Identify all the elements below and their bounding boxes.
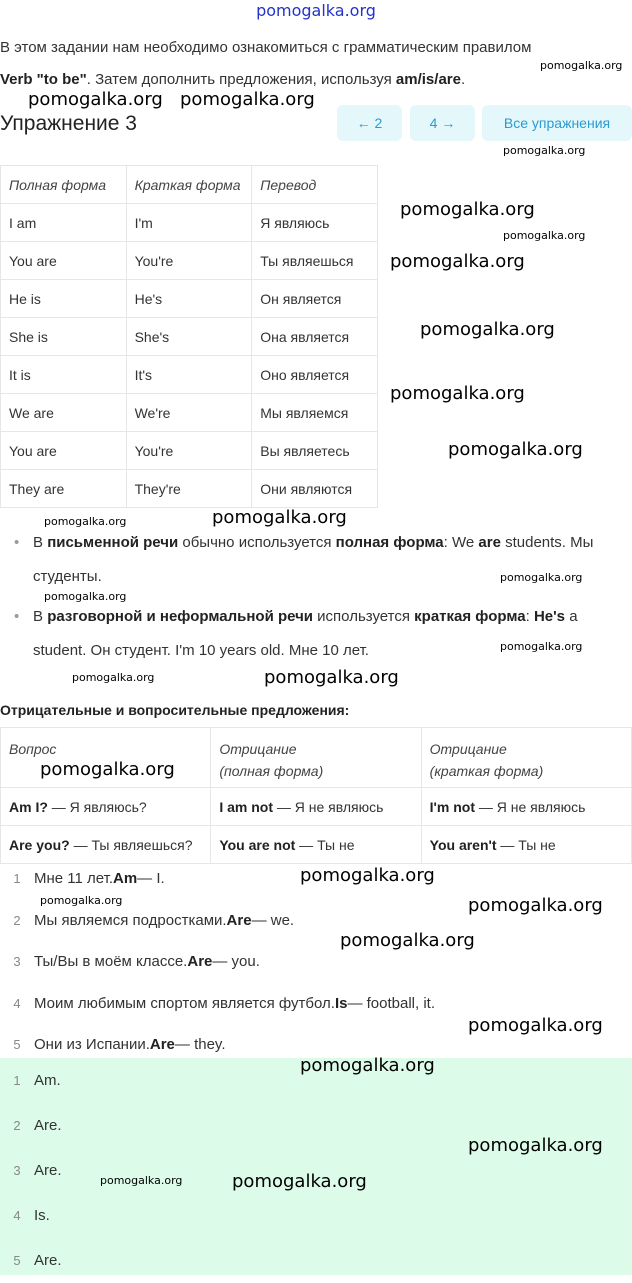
table-cell: He's [126,280,252,318]
table-cell: Она является [252,318,378,356]
watermark: pomogalka.org [72,671,155,684]
table-cell: You are [1,432,127,470]
watermark: pomogalka.org [232,1171,367,1192]
table-header: Вопрос [1,728,211,788]
watermark: pomogalka.org [264,667,399,688]
exercise-item: 1 Мне 11 лет. Am — I. [0,858,632,900]
watermark: pomogalka.org [40,894,123,907]
list-item: • В письменной речи обычно используется полная форма: We are students. Мы студенты. [0,526,632,594]
watermark: pomogalka.org [500,571,583,584]
table-cell: They're [126,470,252,508]
table-row [1,356,378,394]
watermark: pomogalka.org [300,1055,435,1076]
item-number: 2 [13,1118,21,1133]
item-number: 4 [13,995,21,1011]
watermark: pomogalka.org [44,590,127,603]
watermark: pomogalka.org [390,383,525,404]
answer-item: 3 Are. [0,1148,632,1193]
table-header: Отрицание (краткая форма) [421,728,631,788]
table-row [1,394,378,432]
exercise-item: 4 Моим любимым спортом является футбол. Is — football, it. [0,983,632,1025]
table-cell: We are [1,394,127,432]
table-cell: They are [1,470,127,508]
item-number: 5 [13,1253,21,1268]
table-row [1,318,378,356]
section-heading: Отрицательные и вопросительные предложения: [0,702,350,718]
table-header: Полная форма [1,166,127,204]
intro-line2: . Затем дополнить предложения, используя [86,71,396,88]
table-cell: He is [1,280,127,318]
table-cell: Он является [252,280,378,318]
answers-list [0,1055,632,1275]
exercise-item: 5 Они из Испании. Are — they. [0,1024,632,1066]
table-header: Отрицание (полная форма) [211,728,421,788]
table-cell: I'm [126,204,252,242]
exercise-item: 2 Мы являемся подростками. Are — we. [0,900,632,942]
item-number: 3 [13,1163,21,1178]
watermark: pomogalka.org [300,865,435,886]
watermark: pomogalka.org [40,759,175,780]
watermark: pomogalka.org [400,199,535,220]
watermark: pomogalka.org [100,1174,183,1187]
watermark: pomogalka.org [448,439,583,460]
table-cell: You're [126,432,252,470]
table-cell: Вы являетесь [252,432,378,470]
intro-text [0,32,632,96]
item-number: 5 [13,1037,21,1053]
watermark: pomogalka.org [468,895,603,916]
table-row [1,204,378,242]
table-header: Перевод [252,166,378,204]
table-cell: Are you? — Ты являешься? [1,826,211,864]
item-number: 2 [13,912,21,928]
table-row [1,470,378,508]
table-header-row [1,166,378,204]
table-header: Краткая форма [126,166,252,204]
watermark: pomogalka.org [420,319,555,340]
intro-end: . [460,71,466,88]
table-row [1,280,378,318]
table-cell: You aren't — Ты не [421,826,631,864]
intro-line1: В этом задании нам необходимо ознакомиться с грамматическим правилом [0,39,532,56]
table-cell: Am I? — Я являюсь? [1,788,211,826]
all-exercises-button[interactable]: Все упражнения [482,105,632,141]
watermark: pomogalka.org [180,89,315,110]
watermark: pomogalka.org [44,515,127,528]
table-cell: Оно является [252,356,378,394]
watermark-top: pomogalka.org [256,1,376,20]
table-cell: Они являются [252,470,378,508]
table-cell: She's [126,318,252,356]
exercise-item: 3 Ты/Вы в моём классе. Are — you. [0,941,632,983]
negatives-table [0,727,632,864]
page-title: Упражнение 3 [0,112,137,135]
intro-bold1: Verb "to be" [0,71,87,88]
table-cell: You are [1,242,127,280]
watermark: pomogalka.org [340,930,475,951]
answer-item: 5 Are. [0,1238,632,1283]
table-cell: Я являюсь [252,204,378,242]
table-cell: I am [1,204,127,242]
watermark: pomogalka.org [212,507,347,528]
answer-item: 1 Am. [0,1058,632,1103]
watermark: pomogalka.org [540,59,623,72]
table-cell: I am not — Я не являюсь [211,788,421,826]
item-number: 4 [13,1208,21,1223]
table-cell: It is [1,356,127,394]
table-cell: It's [126,356,252,394]
table-cell: Мы являемся [252,394,378,432]
watermark: pomogalka.org [468,1015,603,1036]
table-cell: We're [126,394,252,432]
item-number: 1 [13,871,21,887]
list-item: • В разговорной и неформальной речи используется краткая форма: He's a student. Он студент. I'm 10 years old. Мне 10 лет. [0,600,632,668]
table-cell: You are not — Ты не [211,826,421,864]
table-row [1,242,378,280]
table-cell: Ты являешься [252,242,378,280]
watermark: pomogalka.org [28,89,163,110]
table-cell: You're [126,242,252,280]
table-row [1,788,632,826]
table-cell: I'm not — Я не являюсь [421,788,631,826]
answer-item: 2 Are. [0,1103,632,1148]
watermark: pomogalka.org [500,640,583,653]
watermark: pomogalka.org [390,251,525,272]
table-row [1,432,378,470]
prev-exercise-button[interactable]: ← 2 [337,105,402,141]
watermark: pomogalka.org [503,144,586,157]
watermark: pomogalka.org [503,229,586,242]
next-exercise-button[interactable]: 4 → [410,105,475,141]
intro-bold2: am/is/are [395,71,461,88]
forms-table [0,165,378,508]
answer-item: 4 Is. [0,1193,632,1238]
table-cell: She is [1,318,127,356]
item-number: 3 [13,954,21,970]
item-number: 1 [13,1073,21,1088]
watermark: pomogalka.org [468,1135,603,1156]
